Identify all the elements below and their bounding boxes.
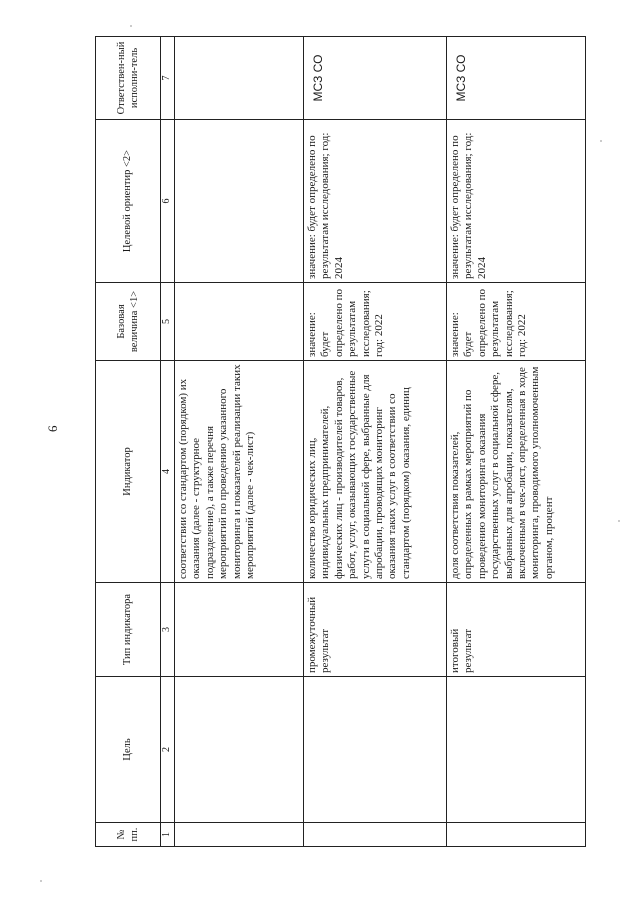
column-number: 7 [161, 37, 175, 120]
row-goal [304, 677, 447, 823]
header-target: Целевой ориентир <2> [96, 120, 161, 283]
header-row [96, 37, 161, 847]
table-row [447, 37, 586, 847]
column-number: 1 [161, 823, 175, 847]
row-num [175, 823, 304, 847]
row-target: значение: будет определено по результатам исследования; год: 2024 [447, 120, 586, 283]
row-target: значение: будет определено по результатам исследования; год: 2024 [304, 120, 447, 283]
indicators-table [95, 36, 586, 847]
column-number: 6 [161, 120, 175, 283]
table-row [304, 37, 447, 847]
header-base: Базовая величина <1> [96, 283, 161, 361]
column-number: 2 [161, 677, 175, 823]
row-num [447, 823, 586, 847]
row-base: значение: будет определено по результатам исследования; год: 2022 [304, 283, 447, 361]
row-type: итоговый результат [447, 583, 586, 677]
scan-speck [600, 140, 602, 142]
row-type [175, 583, 304, 677]
header-indicator: Индикатор [96, 361, 161, 583]
scan-speck [40, 880, 42, 882]
row-owner: МСЗ СО [447, 37, 586, 120]
header-goal: Цель [96, 677, 161, 823]
row-base [175, 283, 304, 361]
row-goal [447, 677, 586, 823]
header-owner: Ответствен-ный исполни-тель [96, 37, 161, 120]
row-indicator: доля соответствия показателей, определенных в рамках мероприятий по проведению мониторинга оказания государственных услуг в социальной сфере, выбранных для апробации, показателям, включенным в чек-лист, определенная в ходе мониторинга, проводимого уполномоченным органом, процент [447, 361, 586, 583]
row-indicator: количество юридических лиц, индивидуальных предпринимателей, физических лиц - производителей товаров, работ, услуг, оказывающих государственные услуги в социальной сфере, выбранные для апробации, проводящих мониторинг оказания таких услуг в соответствии со стандартом (порядком) оказания, единиц [304, 361, 447, 583]
row-goal [175, 677, 304, 823]
row-owner [175, 37, 304, 120]
header-num: № пп. [96, 823, 161, 847]
row-target [175, 120, 304, 283]
rotated-table-container [95, 37, 565, 847]
row-owner: МСЗ СО [304, 37, 447, 120]
row-type: промежуточный результат [304, 583, 447, 677]
page-number: 6 [45, 425, 60, 432]
scan-speck [618, 520, 620, 522]
header-type: Тип индикатора [96, 583, 161, 677]
table-row [175, 37, 304, 847]
row-indicator: соответствии со стандартом (порядком) их оказания (далее - структурное подразделение), а также перечня мероприятий по проведению указанного мониторинга и показателей реализации таких мероприятий (далее - чек-лист) [175, 361, 304, 583]
scan-speck [130, 25, 132, 27]
row-num [304, 823, 447, 847]
row-base: значение: будет определено по результатам исследования; год: 2022 [447, 283, 586, 361]
column-number-row [161, 37, 175, 847]
column-number: 4 [161, 361, 175, 583]
column-number: 3 [161, 583, 175, 677]
column-number: 5 [161, 283, 175, 361]
